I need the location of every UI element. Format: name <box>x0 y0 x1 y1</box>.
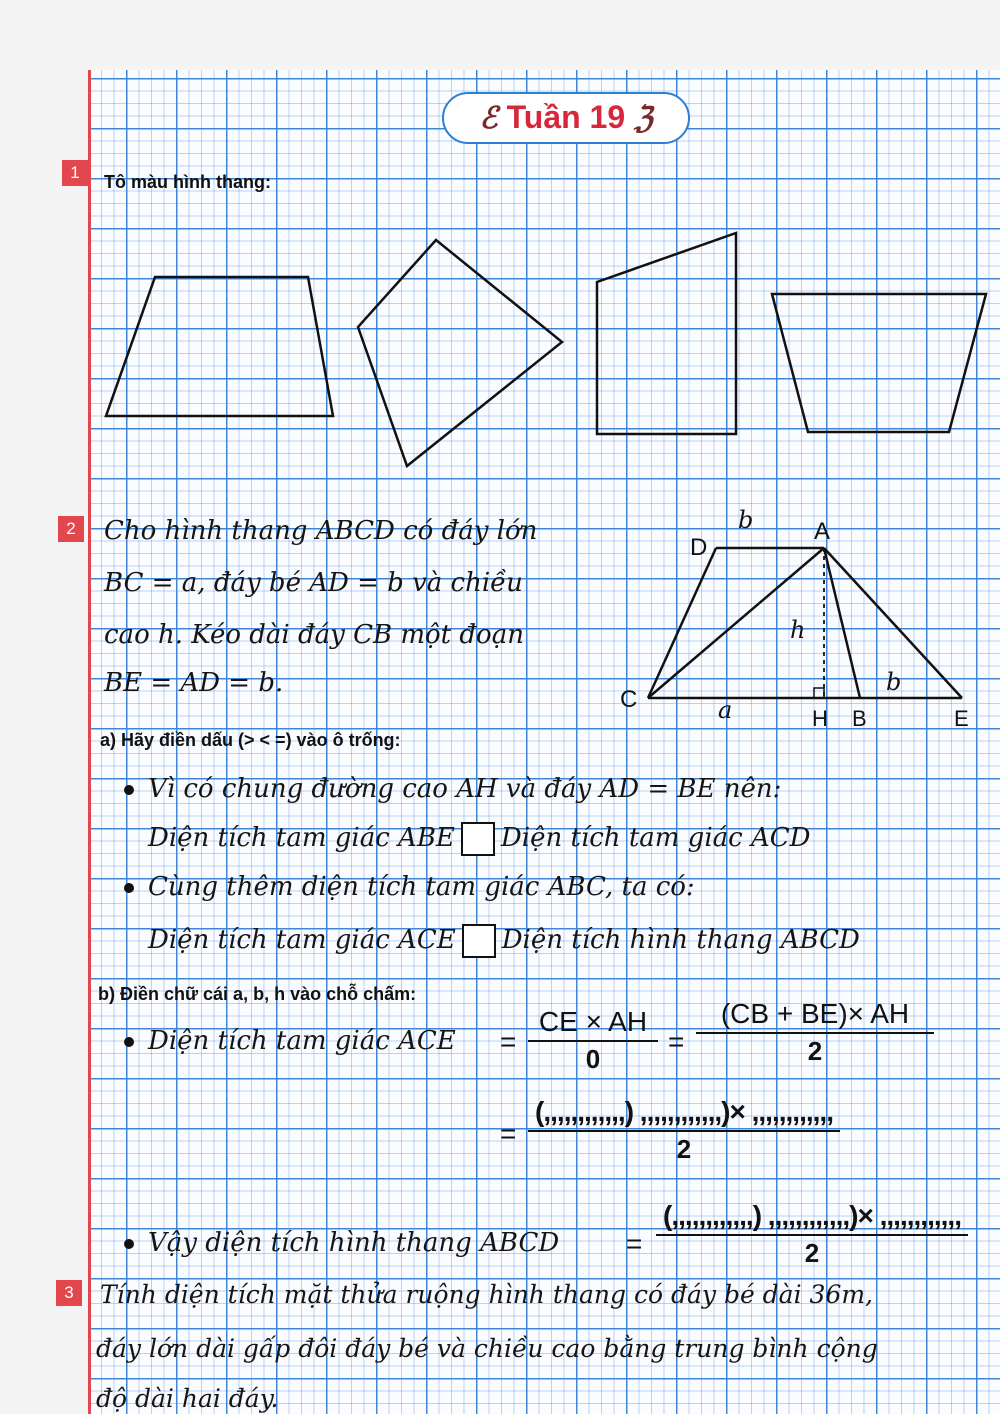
shape-quadrilateral-2 <box>358 240 562 466</box>
exercise-3-line-2: đáy lớn dài gấp đôi đáy bé và chiều cao bằng trung bình cộng <box>96 1334 878 1363</box>
part-a-line-2: Diện tích tam giác ABE Diện tích tam giác ACD <box>148 822 810 856</box>
part-a-line-4: Diện tích tam giác ACE Diện tích hình thang ABCD <box>148 924 860 958</box>
equals-sign-3: = <box>500 1118 517 1149</box>
exercise-2-intro-line-1: Cho hình thang ABCD có đáy lớn <box>104 516 538 546</box>
bullet-icon <box>124 785 134 795</box>
fraction-1: CE × AH 0 <box>528 1006 658 1075</box>
fraction-3[interactable]: (,,,,,,,,,,,,) ,,,,,,,,,,,,)× ,,,,,,,,,,,, 2 <box>528 1096 840 1165</box>
exercise-2-intro-line-4: BE = AD = b. <box>104 668 284 698</box>
label-h-foot: H <box>812 706 828 731</box>
exercise-2-intro-line-3: cao h. Kéo dài đáy CB một đoạn <box>104 620 524 650</box>
fraction-4[interactable]: (,,,,,,,,,,,,) ,,,,,,,,,,,,)× ,,,,,,,,,,,, 2 <box>656 1200 968 1269</box>
exercise-1-instruction: Tô màu hình thang: <box>104 172 271 192</box>
ornament-left-icon: ℰ <box>479 101 498 136</box>
exercise-2-number: 2 <box>58 516 84 542</box>
part-b-heading: b) Điền chữ cái a, b, h vào chỗ chấm: <box>98 984 417 1004</box>
exercise-3-line-1: Tính diện tích mặt thửa ruộng hình thang có đáy bé dài 36m, <box>100 1280 873 1309</box>
label-b-vertex: B <box>852 706 867 731</box>
label-d: D <box>690 534 708 561</box>
exercise-3-number: 3 <box>56 1280 82 1306</box>
part-a-line-3: Cùng thêm diện tích tam giác ABC, ta có: <box>124 872 695 902</box>
part-b-line-1: Diện tích tam giác ACE <box>124 1026 456 1056</box>
answer-box-2[interactable] <box>462 924 496 958</box>
shape-trapezoid-1 <box>106 277 333 416</box>
equals-sign-4: = <box>626 1228 643 1259</box>
exercise-1-shapes <box>0 0 1000 480</box>
label-a-side: a <box>718 696 733 724</box>
label-a-vertex: A <box>814 518 831 545</box>
label-b-right: b <box>886 668 902 696</box>
label-e: E <box>954 706 969 731</box>
bullet-icon <box>124 883 134 893</box>
ornament-right-icon: ℨ <box>634 101 653 136</box>
title-text: Tuần 19 <box>506 99 626 135</box>
part-a-line-1: Vì có chung đường cao AH và đáy AD = BE nên: <box>124 774 781 804</box>
label-b-top: b <box>738 506 754 534</box>
equals-sign-2: = <box>668 1026 685 1057</box>
exercise-3-line-3: độ dài hai đáy. <box>96 1384 279 1413</box>
label-h: h <box>790 616 806 644</box>
equals-sign-1: = <box>500 1026 517 1057</box>
bullet-icon <box>124 1239 134 1249</box>
shape-trapezoid-4 <box>772 294 986 432</box>
part-b-line-2: Vậy diện tích hình thang ABCD <box>124 1228 559 1258</box>
fraction-2: (CB + BE)× AH 2 <box>696 998 934 1067</box>
part-a-heading: a) Hãy điền dấu (> < =) vào ô trống: <box>100 730 401 750</box>
label-c: C <box>620 686 638 713</box>
answer-box-1[interactable] <box>461 822 495 856</box>
shape-trapezoid-3 <box>597 233 736 434</box>
bullet-icon <box>124 1037 134 1047</box>
exercise-1-number: 1 <box>62 160 88 186</box>
exercise-2-intro-line-2: BC = a, đáy bé AD = b và chiều <box>104 568 523 598</box>
